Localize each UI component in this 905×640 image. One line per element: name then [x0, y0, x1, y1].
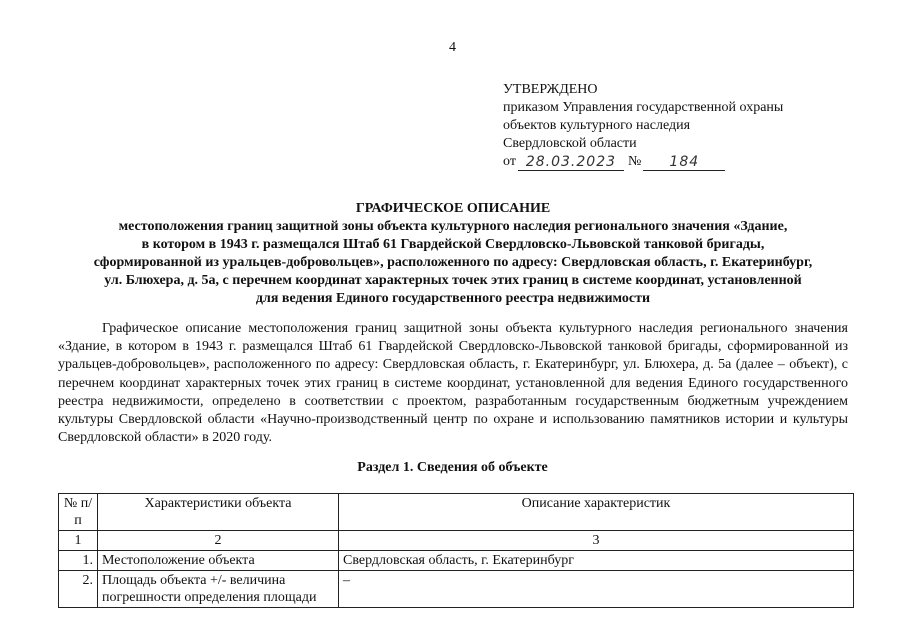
header-cell-description: Описание характеристик: [339, 494, 854, 531]
document-title: [58, 200, 848, 308]
title-line: для ведения Единого государственного реестра недвижимости: [255, 291, 651, 306]
handwritten-date: 28.03.2023: [518, 154, 624, 171]
number-prefix: №: [627, 154, 642, 169]
title-line: местоположения границ защитной зоны объекта культурного наследия регионального значения «Здание,: [118, 219, 788, 234]
header-cell-characteristic: Характеристики объекта: [98, 494, 339, 531]
title-line: ул. Блюхера, д. 5а, с перечнем координат характерных точек этих границ в системе координат, установленной: [104, 273, 802, 288]
row-description: Свердловская область, г. Екатеринбург: [339, 551, 854, 571]
row-number: 2.: [59, 571, 98, 608]
title-heading: ГРАФИЧЕСКОЕ ОПИСАНИЕ: [355, 201, 551, 216]
table-row: [59, 551, 854, 571]
numbering-cell: 3: [339, 531, 854, 551]
row-number: 1.: [59, 551, 98, 571]
approval-heading: УТВЕРЖДЕНО: [503, 82, 598, 97]
table-header-row: [59, 494, 854, 531]
date-prefix: от: [503, 154, 516, 169]
row-characteristic: Местоположение объекта: [98, 551, 339, 571]
numbering-cell: 2: [98, 531, 339, 551]
title-line: в котором в 1943 г. размещался Штаб 61 Гвардейской Свердловско-Львовской танковой бригады,: [141, 237, 765, 252]
title-line: сформированной из уральцев-добровольцев», расположенного по адресу: Свердловская область, г. Екатеринбург,: [93, 255, 813, 270]
section-title: Раздел 1. Сведения об объекте: [357, 460, 548, 475]
approval-date-number-line: [503, 153, 783, 171]
numbering-cell: 1: [59, 531, 98, 551]
approval-order-line: приказом Управления государственной охраны: [503, 100, 784, 115]
row-characteristic: Площадь объекта +/- величина погрешности определения площади: [98, 571, 339, 608]
page-number: 4: [449, 40, 456, 55]
object-info-table: [58, 493, 854, 608]
header-cell-number: № п/п: [59, 494, 98, 531]
table-numbering-row: [59, 531, 854, 551]
approval-order-line: объектов культурного наследия: [503, 118, 691, 133]
row-description: –: [339, 571, 854, 608]
approval-stamp: [503, 81, 783, 171]
handwritten-order-number: 184: [643, 154, 725, 171]
approval-order-line: Свердловской области: [503, 136, 637, 151]
intro-paragraph: Графическое описание местоположения границ защитной зоны объекта культурного наследия регионального значения «Здание, в котором в 1943 г. размещался Штаб 61 Гвардейской Свердловско-Львовской танковой бригады, сформированной из уральцев-добровольцев», расположенного по адресу: Свердловская область, г. Екатеринбург, ул. Блюхера, д. 5а (далее – объект), с перечнем координат характерных точек этих границ в системе координат, установленной для ведения Единого государственного реестра недвижимости, определено в соответствии с проектом, разработанным государственным бюджетным учреждением культуры Свердловской области «Научно-производственный центр по охране и использованию памятников истории и культуры Свердловской области» в 2020 году.: [58, 321, 848, 446]
table-row: [59, 571, 854, 608]
